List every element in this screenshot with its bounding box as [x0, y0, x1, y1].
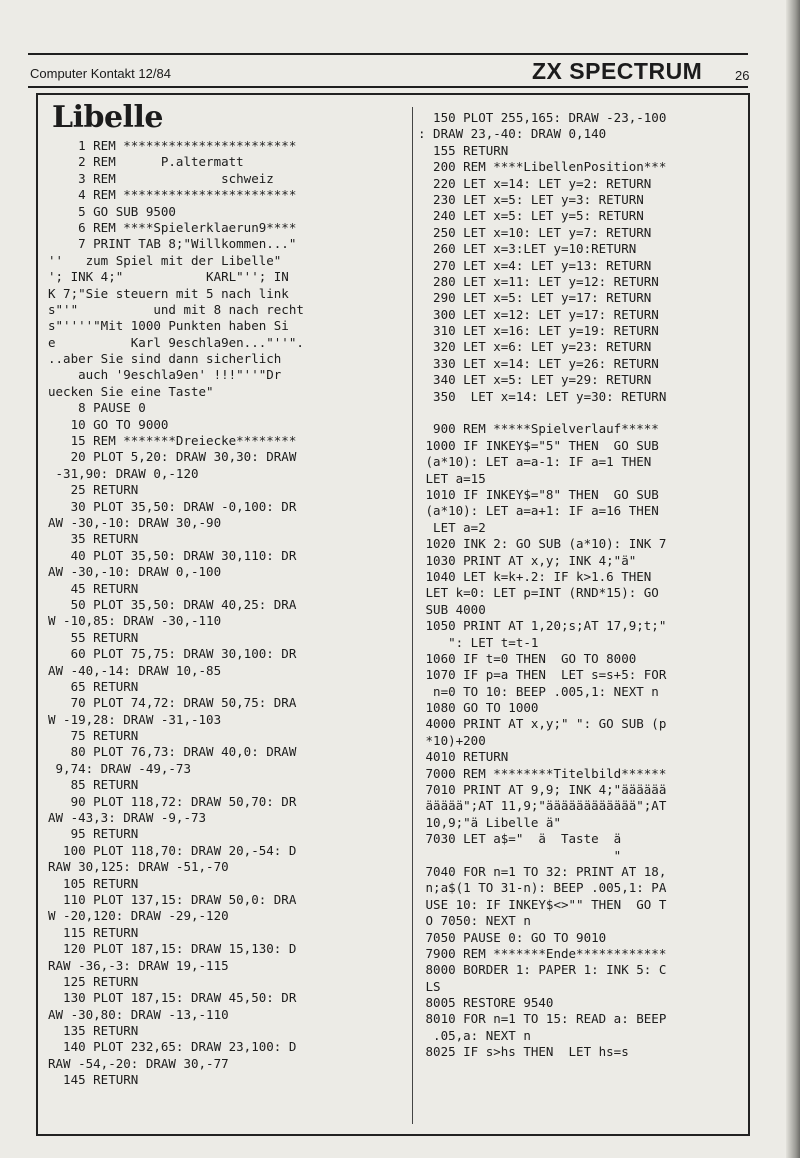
code-line: uecken Sie eine Taste": [48, 383, 214, 399]
code-line: 900 REM *****Spielverlauf*****: [418, 421, 659, 437]
code-line: 15 REM *******Dreiecke********: [48, 433, 297, 449]
code-line: AW -43,3: DRAW -9,-73: [48, 810, 207, 826]
code-line: 10,9;"ä Libelle ä": [418, 814, 561, 830]
code-line: AW -40,-14: DRAW 10,-85: [48, 662, 222, 678]
code-line: 55 RETURN: [48, 629, 139, 645]
code-line: 310 LET x=16: LET y=19: RETURN: [418, 323, 659, 339]
code-line: RAW -54,-20: DRAW 30,-77: [48, 1055, 229, 1071]
code-line: 135 RETURN: [48, 1023, 139, 1039]
code-line: 30 PLOT 35,50: DRAW -0,100: DR: [48, 498, 297, 514]
code-line: 1080 GO TO 1000: [418, 700, 539, 716]
code-line: 130 PLOT 187,15: DRAW 45,50: DR: [48, 990, 297, 1006]
code-line: 1040 LET k=k+.2: IF k>1.6 THEN: [418, 568, 652, 584]
listing-right-column: [418, 110, 666, 1061]
code-line: 65 RETURN: [48, 678, 139, 694]
code-line: AW -30,-10: DRAW 0,-100: [48, 564, 222, 580]
code-line: 230 LET x=5: LET y=3: RETURN: [418, 191, 644, 207]
code-line: .05,a: NEXT n: [418, 1027, 531, 1043]
code-line: 95 RETURN: [48, 826, 139, 842]
code-line: 1 REM ***********************: [48, 138, 297, 153]
code-line: 75 RETURN: [48, 728, 139, 744]
code-line: 85 RETURN: [48, 777, 139, 793]
code-line: 150 PLOT 255,165: DRAW -23,-100: [418, 110, 667, 125]
code-line: 105 RETURN: [48, 875, 139, 891]
code-line: W -19,28: DRAW -31,-103: [48, 711, 222, 727]
code-line: 4010 RETURN: [418, 749, 509, 765]
code-line: ..aber Sie sind dann sicherlich: [48, 351, 282, 367]
code-line: O 7050: NEXT n: [418, 913, 531, 929]
code-line: [418, 405, 666, 421]
code-line: 340 LET x=5: LET y=29: RETURN: [418, 372, 652, 388]
listing-left-column: [48, 138, 304, 1089]
code-line: LET a=2: [418, 519, 486, 535]
code-line: 1070 IF p=a THEN LET s=s+5: FOR: [418, 667, 667, 683]
code-line: 120 PLOT 187,15: DRAW 15,130: D: [48, 941, 297, 957]
code-line: SUB 4000: [418, 601, 486, 617]
code-line: 1050 PRINT AT 1,20;s;AT 17,9;t;": [418, 618, 667, 634]
code-line: (a*10): LET a=a+1: IF a=16 THEN: [418, 503, 659, 519]
code-line: 110 PLOT 137,15: DRAW 50,0: DRA: [48, 891, 297, 907]
code-line: 10 GO TO 9000: [48, 416, 169, 432]
code-line: 145 RETURN: [48, 1072, 139, 1088]
code-line: 8025 IF s>hs THEN LET hs=s: [418, 1044, 629, 1060]
code-line: 1030 PRINT AT x,y; INK 4;"ä": [418, 552, 637, 568]
code-line: 1060 IF t=0 THEN GO TO 8000: [418, 650, 637, 666]
code-line: : DRAW 23,-40: DRAW 0,140: [418, 126, 607, 142]
code-line: 290 LET x=5: LET y=17: RETURN: [418, 290, 652, 306]
code-line: 6 REM ****Spielerklaerun9****: [48, 219, 297, 235]
code-line: AW -30,-10: DRAW 30,-90: [48, 514, 222, 530]
code-line: 80 PLOT 76,73: DRAW 40,0: DRAW: [48, 744, 297, 760]
code-line: auch '9eschla9en' !!!"''"Dr: [48, 367, 282, 383]
code-line: 8000 BORDER 1: PAPER 1: INK 5: C: [418, 962, 667, 978]
code-line: 4000 PRINT AT x,y;" ": GO SUB (p: [418, 716, 667, 732]
code-line: 35 RETURN: [48, 531, 139, 547]
code-line: W -10,85: DRAW -30,-110: [48, 613, 222, 629]
code-line: RAW -36,-3: DRAW 19,-115: [48, 957, 229, 973]
code-line: 125 RETURN: [48, 973, 139, 989]
code-line: '' zum Spiel mit der Libelle": [48, 252, 282, 268]
code-line: (a*10): LET a=a-1: IF a=1 THEN: [418, 454, 652, 470]
code-line: 8 PAUSE 0: [48, 400, 146, 416]
code-line: 60 PLOT 75,75: DRAW 30,100: DR: [48, 646, 297, 662]
code-line: ": LET t=t-1: [418, 634, 539, 650]
code-line: e Karl 9eschla9en..."''".: [48, 334, 304, 350]
code-line: 5 GO SUB 9500: [48, 203, 176, 219]
code-line: 45 RETURN: [48, 580, 139, 596]
code-line: s"''''"Mit 1000 Punkten haben Si: [48, 318, 289, 334]
code-line: 155 RETURN: [418, 142, 509, 158]
code-line: '; INK 4;" KARL"''; IN: [48, 269, 289, 285]
code-line: *10)+200: [418, 732, 486, 748]
code-line: ": [418, 847, 622, 863]
code-line: 70 PLOT 74,72: DRAW 50,75: DRA: [48, 695, 297, 711]
code-line: n=0 TO 10: BEEP .005,1: NEXT n: [418, 683, 659, 699]
code-line: 7050 PAUSE 0: GO TO 9010: [418, 929, 607, 945]
section-title: ZX SPECTRUM: [532, 58, 703, 84]
code-line: 20 PLOT 5,20: DRAW 30,30: DRAW: [48, 449, 297, 465]
code-line: USE 10: IF INKEY$<>"" THEN GO T: [418, 896, 667, 912]
code-line: 250 LET x=10: LET y=7: RETURN: [418, 224, 652, 240]
code-line: 1000 IF INKEY$="5" THEN GO SUB: [418, 437, 659, 453]
code-line: 2 REM P.altermatt: [48, 154, 244, 170]
code-line: 140 PLOT 232,65: DRAW 23,100: D: [48, 1039, 297, 1055]
header-rule: [28, 86, 748, 88]
code-line: -31,90: DRAW 0,-120: [48, 465, 199, 481]
code-line: 90 PLOT 118,72: DRAW 50,70: DR: [48, 793, 297, 809]
code-line: 200 REM ****LibellenPosition***: [418, 159, 667, 175]
code-line: n;a$(1 TO 31-n): BEEP .005,1: PA: [418, 880, 667, 896]
scan-edge: [786, 0, 800, 1158]
page-number: 26: [735, 68, 750, 83]
code-line: AW -30,80: DRAW -13,-110: [48, 1006, 229, 1022]
top-rule: [28, 53, 748, 55]
code-line: 320 LET x=6: LET y=23: RETURN: [418, 339, 652, 355]
code-line: 220 LET x=14: LET y=2: RETURN: [418, 175, 652, 191]
code-line: 8005 RESTORE 9540: [418, 995, 554, 1011]
code-line: 1020 INK 2: GO SUB (a*10): INK 7: [418, 536, 667, 552]
code-line: RAW 30,125: DRAW -51,-70: [48, 859, 229, 875]
code-line: LET k=0: LET p=INT (RND*15): GO: [418, 585, 659, 601]
code-line: 300 LET x=12: LET y=17: RETURN: [418, 306, 659, 322]
code-line: 350 LET x=14: LET y=30: RETURN: [418, 388, 667, 404]
code-line: LET a=15: [418, 470, 486, 486]
code-line: 280 LET x=11: LET y=12: RETURN: [418, 273, 659, 289]
code-line: 100 PLOT 118,70: DRAW 20,-54: D: [48, 842, 297, 858]
code-line: 240 LET x=5: LET y=5: RETURN: [418, 208, 644, 224]
code-line: 7030 LET a$=" ä Taste ä: [418, 831, 622, 847]
code-line: W -20,120: DRAW -29,-120: [48, 908, 229, 924]
code-line: 1010 IF INKEY$="8" THEN GO SUB: [418, 486, 659, 502]
code-line: 8010 FOR n=1 TO 15: READ a: BEEP: [418, 1011, 667, 1027]
code-line: LS: [418, 978, 441, 994]
code-line: 7 PRINT TAB 8;"Willkommen...": [48, 236, 297, 252]
code-line: 40 PLOT 35,50: DRAW 30,110: DR: [48, 547, 297, 563]
code-line: 25 RETURN: [48, 482, 139, 498]
column-divider: [412, 107, 413, 1124]
page-header: [28, 58, 768, 84]
code-line: 7010 PRINT AT 9,9; INK 4;"ääääää: [418, 782, 667, 798]
code-line: 7040 FOR n=1 TO 32: PRINT AT 18,: [418, 863, 667, 879]
code-line: 330 LET x=14: LET y=26: RETURN: [418, 355, 659, 371]
code-line: äääää";AT 11,9;"ääääääääääää";AT: [418, 798, 667, 814]
code-line: 270 LET x=4: LET y=13: RETURN: [418, 257, 652, 273]
code-line: 7900 REM *******Ende************: [418, 945, 667, 961]
magazine-name: Computer Kontakt 12/84: [30, 66, 171, 81]
code-line: 7000 REM ********Titelbild******: [418, 765, 667, 781]
code-line: 9,74: DRAW -49,-73: [48, 760, 191, 776]
code-line: 115 RETURN: [48, 924, 139, 940]
code-line: 50 PLOT 35,50: DRAW 40,25: DRA: [48, 596, 297, 612]
code-line: 3 REM schweiz: [48, 170, 274, 186]
code-line: 4 REM ***********************: [48, 187, 297, 203]
code-line: s"'" und mit 8 nach recht: [48, 301, 304, 317]
article-title: Libelle: [52, 100, 163, 135]
code-line: 260 LET x=3:LET y=10:RETURN: [418, 241, 637, 257]
code-line: K 7;"Sie steuern mit 5 nach link: [48, 285, 289, 301]
